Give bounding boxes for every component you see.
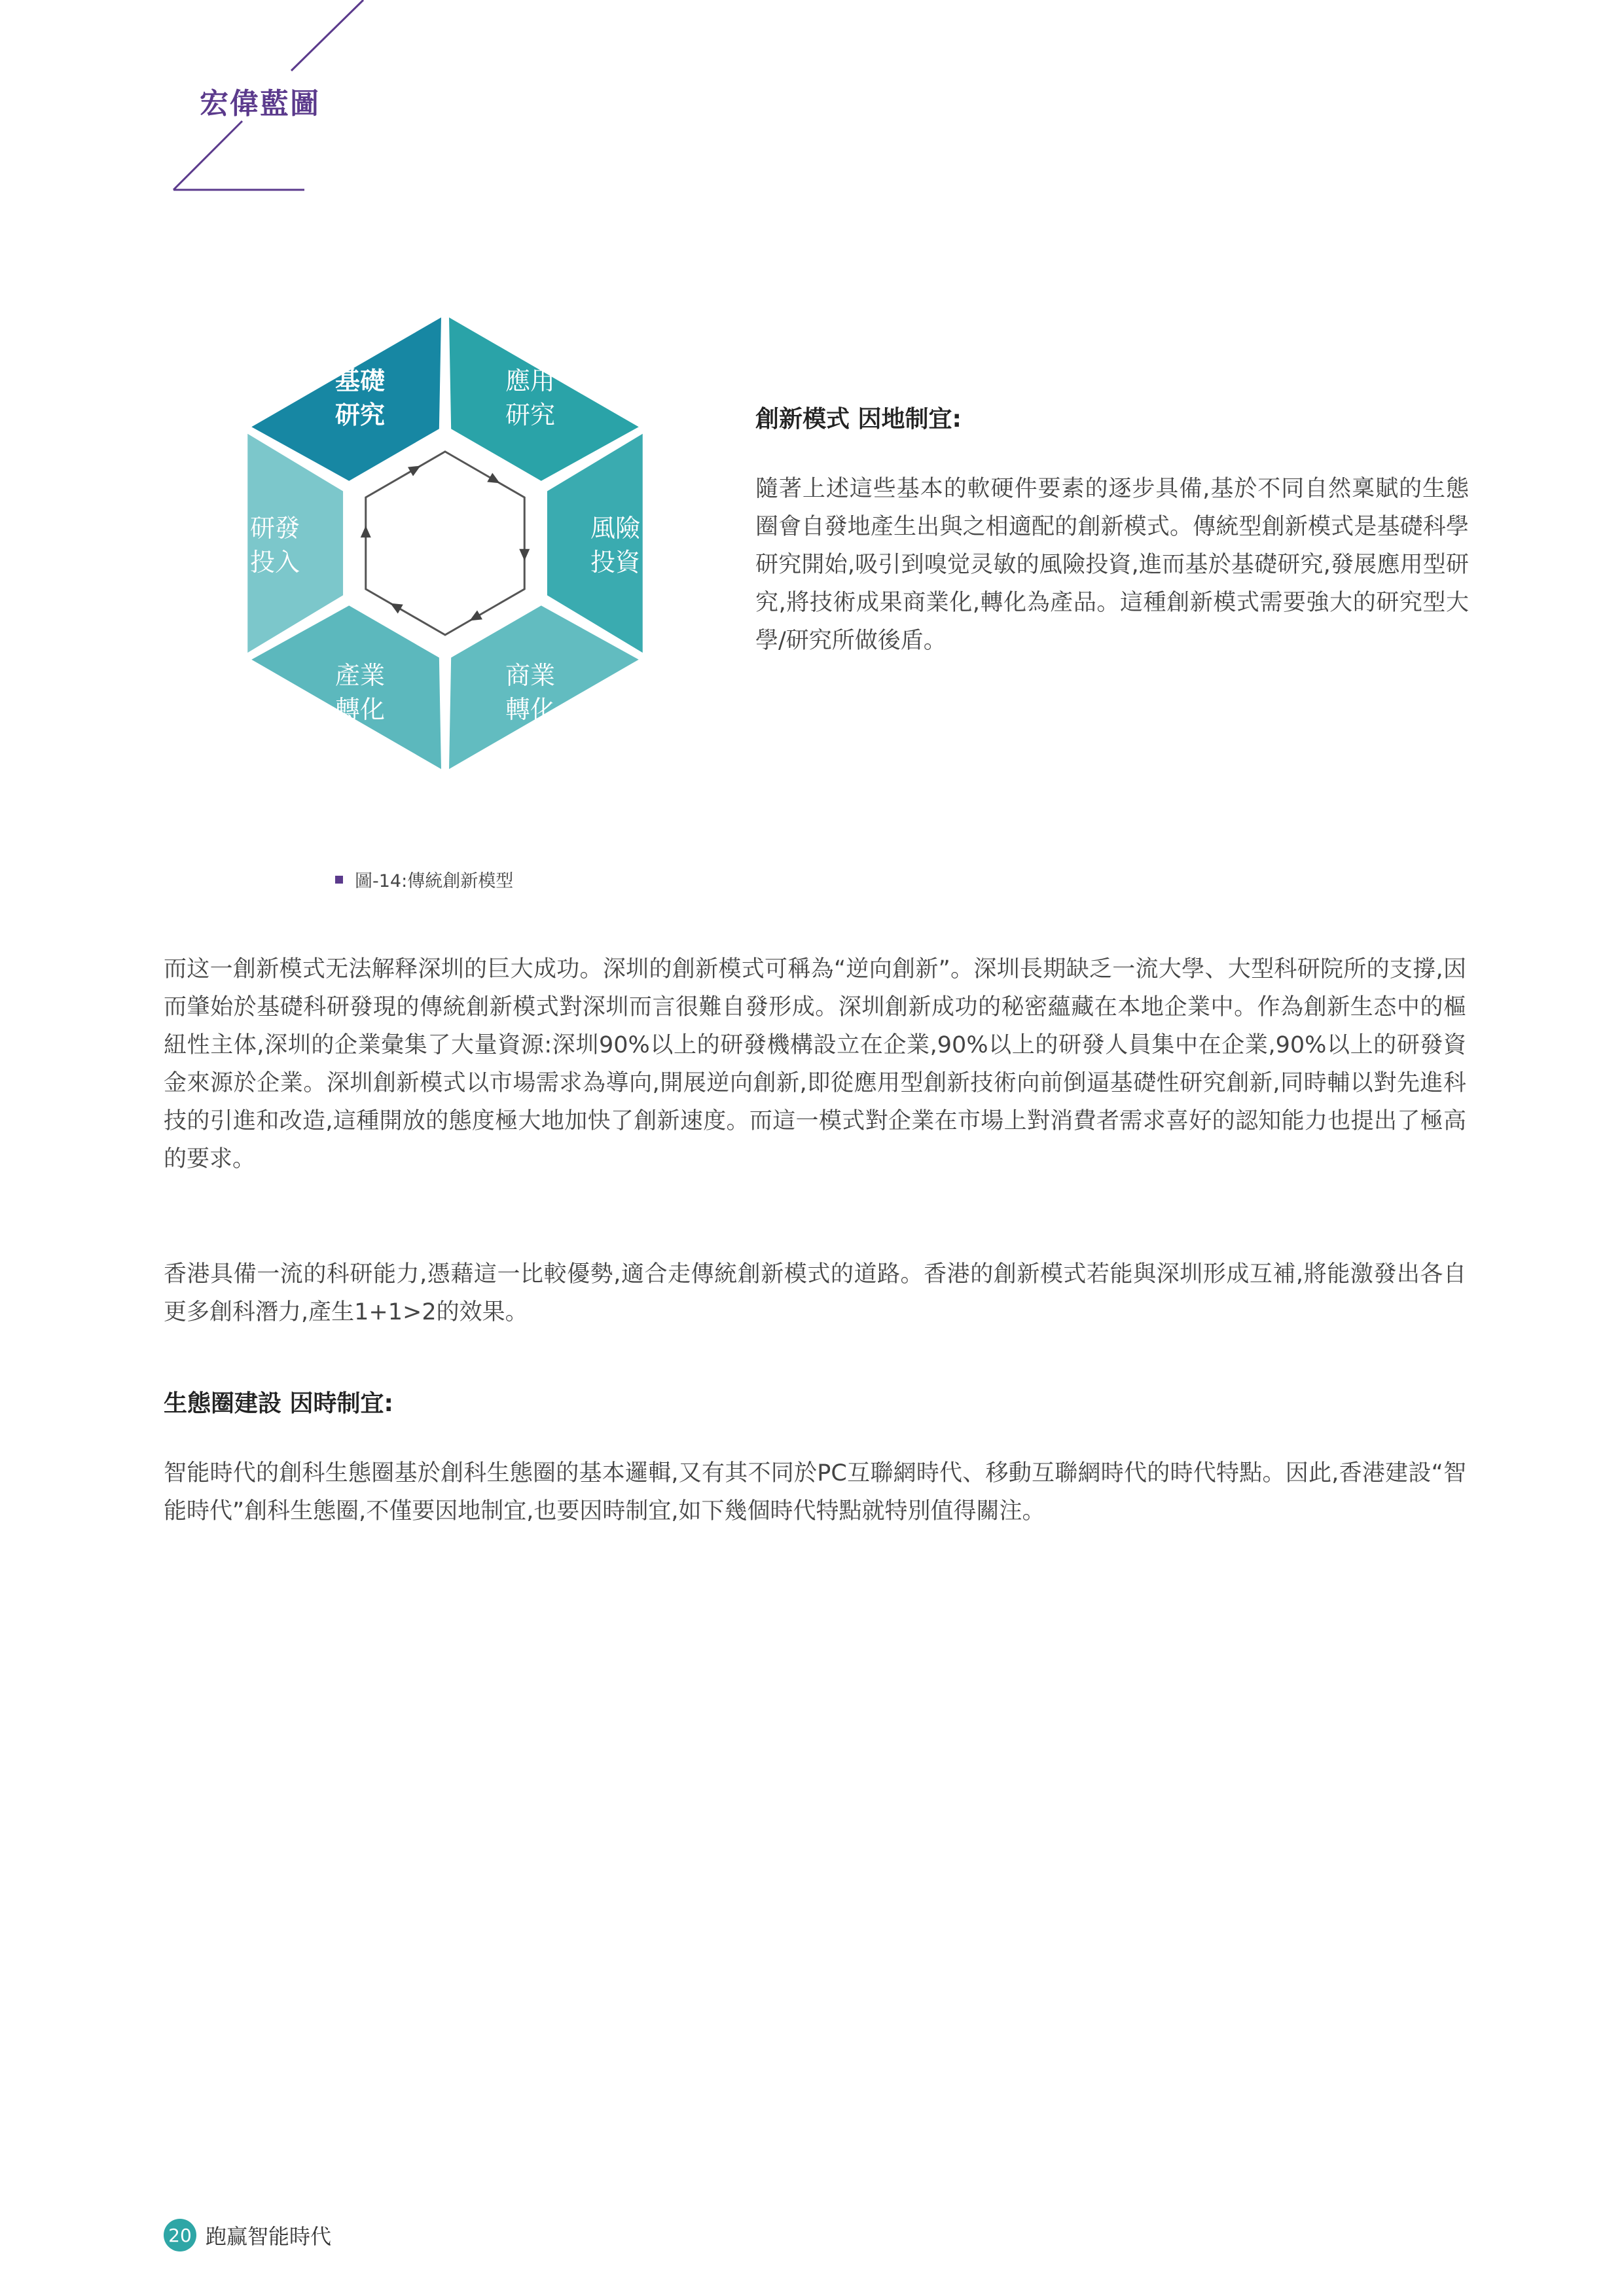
section-body-innovation-model: 隨著上述這些基本的軟硬件要素的逐步具備,基於不同自然稟賦的生態圈會自發地產生出與之相適配的創新模式。傳統型創新模式是基礎科學研究開始,吸引到嗅觉灵敏的風險投資,進而基於基礎研究,發展應用型研究,將技術成果商業化,轉化為產品。這種創新模式需要強大的研究型大學/研究所做後盾。 [755,476,1469,654]
cycle-arrow-1 [487,473,503,488]
inner-cycle-path [366,452,524,635]
inner-cycle-arrows [361,452,530,635]
cycle-arrow-2 [519,549,530,561]
hex-label-3-line2: 轉化 [505,695,556,725]
caption-marker [335,876,343,884]
hex-label-4-line2: 轉化 [334,695,386,725]
paragraph-hongkong-model: 香港具備一流的科研能力,憑藉這一比較優勢,適合走傳統創新模式的道路。香港的創新模式若能與深圳形成互補,將能激發出各自更多創科潛力,產生1+1>2的效果。 [164,1261,1466,1325]
cycle-arrow-3 [467,610,482,625]
hex-label-6-line2: 研究 [334,400,386,429]
hex-label-2-line1: 風險 [590,514,641,543]
footer-title: 跑赢智能時代 [206,2224,332,2249]
cycle-arrow-4 [388,599,403,614]
hex-label-4-line1: 產業 [334,661,386,691]
hex-label-5-line2: 投入 [249,548,300,577]
hex-label-2-line2: 投資 [590,548,641,577]
header-decoration [0,0,393,209]
hex-label-6-line1: 基礎 [334,366,386,395]
hex-label-1-line1: 應用 [505,366,556,395]
innovation-model-diagram [216,268,674,831]
page-number: 20 [164,2219,196,2251]
paragraph-shenzhen-model: 而这一創新模式无法解释深圳的巨大成功。深圳的創新模式可稱為“逆向創新”。深圳長期缺乏一流大學、大型科研院所的支撐,因而肇始於基礎科研發現的傳統創新模式對深圳而言很難自發形成。深圳創新成功的秘密蘊藏在本地企業中。作為創新生态中的樞紐性主体,深圳的企業彙集了大量資源:深圳90%以上的研發機構設立在企業,90%以上的研發人員集中在企業,90%以上的研發資金來源於企業。深圳創新模式以市場需求為導向,開展逆向創新,即從應用型創新技術向前倒逼基礎性研究創新,同時輔以對先進科技的引進和改造,這種開放的態度極大地加快了創新速度。而這一模式對企業在市場上對消費者需求喜好的認知能力也提出了極高的要求。 [164,956,1466,1172]
paragraph-ecosystem: 智能時代的創科生態圈基於創科生態圈的基本邏輯,又有其不同於PC互聯網時代、移動互聯網時代的時代特點。因此,香港建設“智能時代”創科生態圈,不僅要因地制宜,也要因時制宜,如下幾個時代特點就特別值得關注。 [164,1460,1466,1524]
cycle-arrow-6 [408,461,424,476]
caption-text: 圖-14:傳統創新模型 [355,871,514,891]
figure-caption [335,867,513,892]
header-brand: 宏偉藍圖 [200,87,320,120]
hex-label-5-line1: 研發 [249,514,300,543]
hex-label-1-line2: 研究 [505,400,556,429]
page-footer [164,2219,331,2251]
hex-label-3-line1: 商業 [505,661,556,691]
section-title-innovation-model: 創新模式 因地制宜: [755,406,962,433]
section-title-ecosystem: 生態圈建設 因時制宜: [164,1390,393,1417]
cycle-arrow-5 [361,526,371,537]
